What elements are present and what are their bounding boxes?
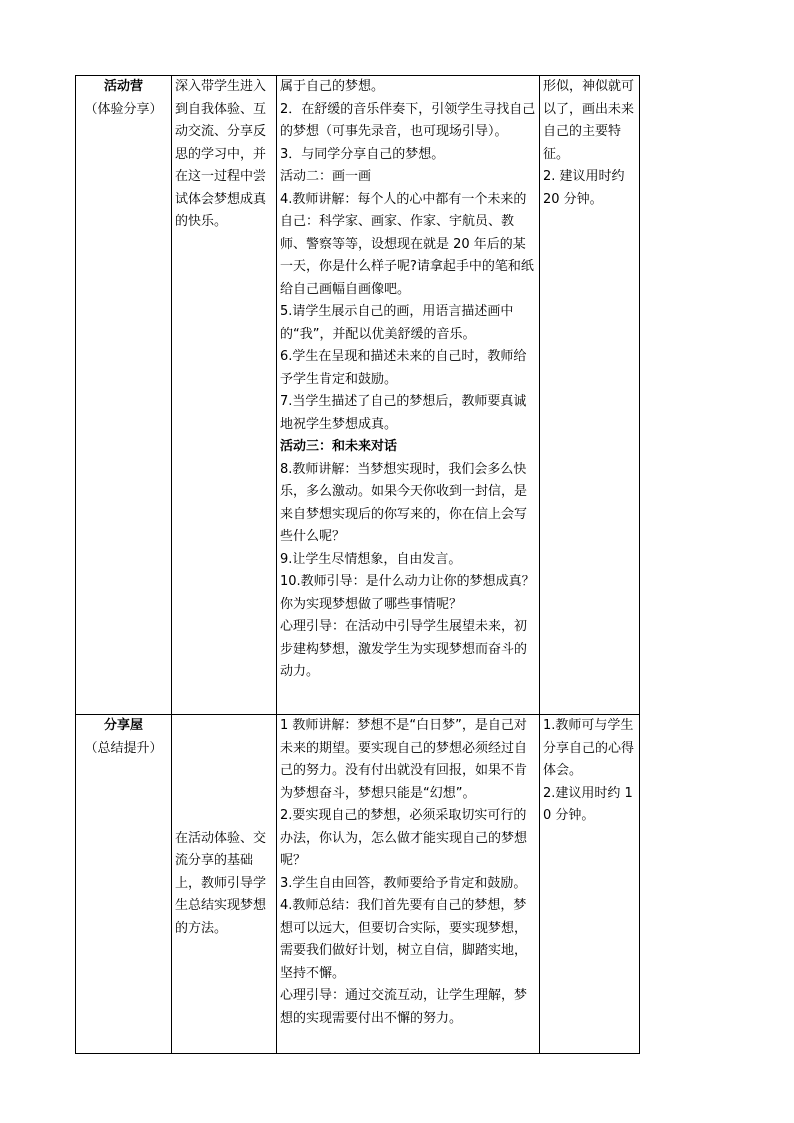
process-step: 10.教师引导：是什么动力让你的梦想成真？你为实现梦想做了哪些事情呢？	[280, 574, 535, 612]
process-step: 7.当学生描述了自己的梦想后，教师要真诚地祝学生梦想成真。	[280, 394, 527, 432]
goal-cell	[172, 76, 277, 715]
process-step: 1 教师讲解：梦想不是“白日梦”，是自己对未来的期望。要实现自己的梦想必须经过自己的努力。没有付出就没有回报，如果不肯为梦想奋斗，梦想只能是“幻想”。	[280, 718, 528, 801]
process-step: 5.请学生展示自己的画，用语言描述画中的“我”，并配以优美舒缓的音乐。	[280, 304, 514, 342]
process-step: 9.让学生尽情想象，自由发言。	[280, 551, 462, 567]
process-step: 属于自己的梦想。	[280, 79, 385, 94]
section-title: 分享屋	[103, 718, 143, 733]
process-step: 8.教师讲解：当梦想实现时，我们会多么快乐，多么激动。如果今天你收到一封信，是来自梦想实现后的你写来的，你在信上会写些什么呢？	[280, 461, 528, 544]
process-step: 3.学生自由回答，教师要给予肯定和鼓励。	[280, 875, 527, 891]
process-step: 4.教师讲解：每个人的心中都有一个未来的自己：科学家、画家、作家、宇航员、教师、警察等等，设想现在就是 20 年后的某一天，你是什么样子呢?请拿起手中的笔和纸给自己画幅自画像吧。	[280, 191, 534, 297]
activity-heading: 活动二：画一画	[280, 169, 372, 184]
notes-cell	[540, 715, 640, 1054]
psych-guidance: 心理引导：通过交流互动，让学生理解，梦想的实现需要付出不懈的努力。	[280, 988, 528, 1026]
section-name-cell	[76, 76, 172, 715]
process-step: 2．在舒缓的音乐伴奏下，引领学生寻找自己的梦想（可事先录音，也可现场引导）。	[280, 101, 536, 139]
note-text: 2. 建议用时约 20 分钟。	[543, 169, 625, 207]
goal-text: 在活动体验、交流分享的基础上，教师引导学生总结实现梦想的方法。	[175, 830, 267, 936]
note-text: 1.教师可与学生分享自己的心得体会。	[543, 718, 635, 778]
goal-cell	[172, 715, 277, 1054]
lesson-plan-table	[75, 75, 640, 1054]
activity-heading: 活动三：和未来对话	[280, 439, 398, 454]
process-step: 3．与同学分享自己的梦想。	[280, 146, 445, 162]
process-step: 6.学生在呈现和描述未来的自己时，教师给予学生肯定和鼓励。	[280, 349, 527, 387]
psych-guidance: 心理引导：在活动中引导学生展望未来，初步建构梦想，激发学生为实现梦想而奋斗的动力。	[280, 619, 528, 679]
note-text: 形似，神似就可以了，画出未来自己的主要特征。	[543, 79, 635, 162]
table-row-activity	[76, 76, 640, 715]
goal-text: 深入带学生进入到自我体验、互动交流、分享反思的学习中，并在这一过程中尝试体会梦想成真的快乐。	[175, 79, 267, 229]
process-step: 2.要实现自己的梦想，必须采取切实可行的办法，你认为，怎么做才能实现自己的梦想呢？	[280, 808, 528, 868]
notes-cell	[540, 76, 640, 715]
table-row-share	[76, 715, 640, 1054]
process-cell	[277, 715, 540, 1054]
note-text: 2.建议用时约 10 分钟。	[543, 785, 633, 823]
process-step: 4.教师总结：我们首先要有自己的梦想，梦想可以远大，但要切合实际，要实现梦想，需要我们做好计划，树立自信，脚踏实地，坚持不懈。	[280, 898, 528, 981]
section-subtitle: （总结提升）	[84, 740, 163, 756]
section-name-cell	[76, 715, 172, 1054]
section-title: 活动营	[103, 79, 143, 94]
process-cell	[277, 76, 540, 715]
section-subtitle: （体验分享）	[84, 101, 163, 117]
